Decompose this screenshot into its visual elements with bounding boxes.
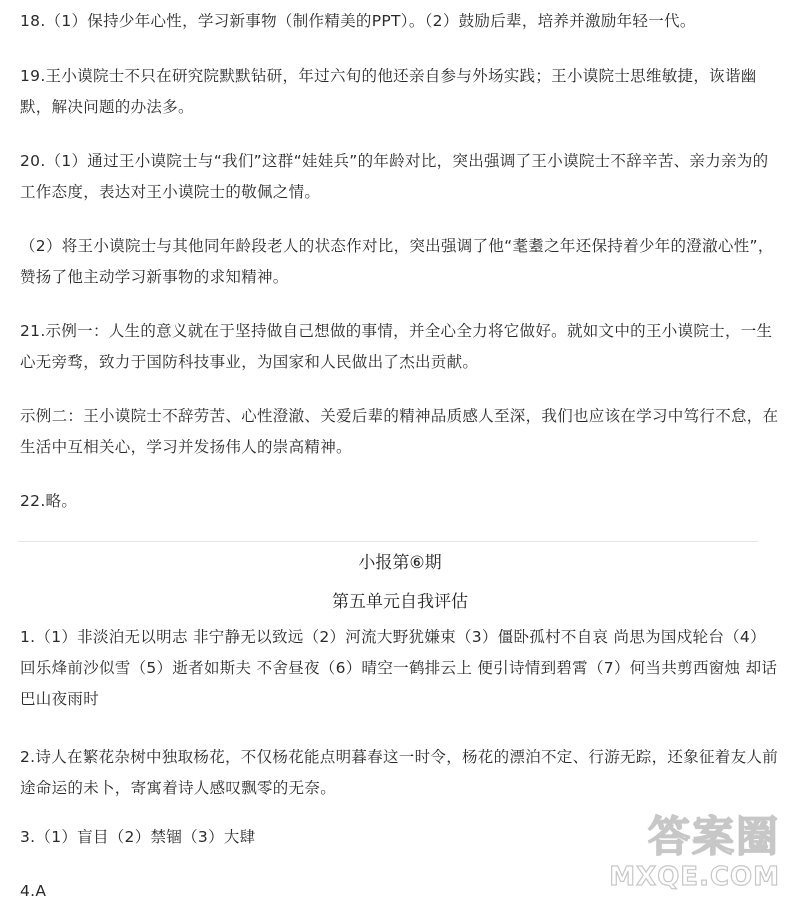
watermark-domain: MXQE.COM [609, 862, 780, 892]
watermark-logo: 答案圈 [647, 812, 780, 861]
unit5-answer-1: 1.（1）非淡泊无以明志 非宁静无以致远（2）河流大野犹嫌束（3）僵卧孤村不自哀 尚思为国戍轮台（4）回乐烽前沙似雪（5）逝者如斯夫 不舍昼夜（6）晴空一鹤排云上 便引诗情到碧霄（7）何当共剪西窗烛 却话巴山夜雨时 [20, 628, 778, 708]
answer-21-example-2: 示例二：王小谟院士不辞劳苦、心性澄澈、关爱后辈的精神品质感人至深，我们也应该在学习中笃行不怠，在生活中互相关心，学习并发扬伟人的崇高精神。 [20, 407, 779, 456]
answer-20-2: （2）将王小谟院士与其他同年龄段老人的状态作对比，突出强调了他“耄耋之年还保持着少年的澄澈心性”，赞扬了他主动学习新事物的求知精神。 [20, 237, 774, 286]
unit5-answer-2: 2.诗人在繁花杂树中独取杨花，不仅杨花能点明暮春这一时令，杨花的漂泊不定、行游无踪，还象征着友人前途命运的未卜，寄寓着诗人感叹飘零的无奈。 [20, 748, 778, 797]
answer-21-example-1: 21.示例一：人生的意义就在于坚持做自己想做的事情，并全心全力将它做好。就如文中的王小谟院士，一生心无旁骛，致力于国防科技事业，为国家和人民做出了杰出贡献。 [20, 322, 773, 371]
answer-22: 22.略。 [20, 492, 78, 510]
answer-20-1: 20.（1）通过王小谟院士与“我们”这群“娃娃兵”的年龄对比，突出强调了王小谟院士不辞辛苦、亲力亲为的工作态度，表达对王小谟院士的敬佩之情。 [20, 152, 769, 201]
answer-18: 18.（1）保持少年心性，学习新事物（制作精美的PPT）。（2）鼓励后辈，培养并激励年轻一代。 [20, 12, 696, 30]
issue-title: 小报第⑥期 [358, 553, 442, 573]
unit5-answer-4: 4.A [20, 882, 47, 900]
unit5-answer-3: 3.（1）盲目（2）禁锢（3）大肆 [20, 828, 256, 846]
section-divider [18, 541, 758, 542]
unit-title: 第五单元自我评估 [332, 592, 468, 612]
watermark [590, 804, 780, 896]
answer-19: 19.王小谟院士不只在研究院默默钻研，年过六旬的他还亲自参与外场实践；王小谟院士思维敏捷，诙谐幽默，解决问题的办法多。 [20, 67, 757, 116]
